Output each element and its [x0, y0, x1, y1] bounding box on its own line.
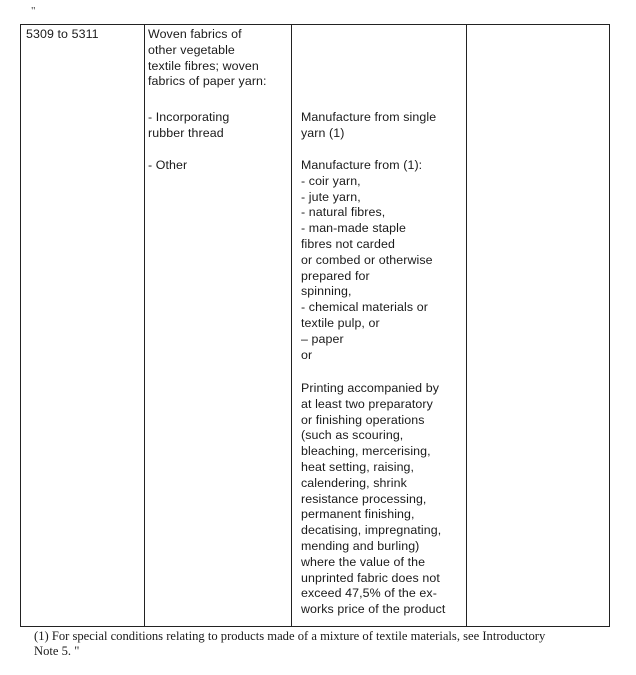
column-divider	[144, 25, 145, 626]
working-rule-cell: Manufacture from single yarn (1)	[301, 110, 437, 140]
working-rule-cell: Manufacture from (1): - coir yarn, - jute yarn, - natural fibres, - man-made staple fibres not carded or combed or otherwise prepared for spinning, - chemical materials or textile pulp, or – paper or	[301, 158, 433, 362]
opening-quote-mark: "	[31, 5, 36, 17]
rules-of-origin-table	[20, 24, 610, 627]
hs-heading-cell: 5309 to 5311	[26, 27, 99, 41]
column-divider	[291, 25, 292, 626]
product-description-cell: Woven fabrics of other vegetable textile fibres; woven fabrics of paper yarn:	[148, 27, 267, 89]
subheading-label: - Incorporating rubber thread	[148, 110, 230, 140]
column-divider	[466, 25, 467, 626]
subheading-label: - Other	[148, 158, 188, 172]
alternative-rule-cell: Printing accompanied by at least two preparatory or finishing operations (such as scouring, bleaching, mercerising, heat setting, raising, calendering, shrink resistance processing, permanent finishing, decatising, impregnating, mending and burling) where the value of the unprinted fabric does not exceed 47,5% of the ex- works price of the product	[301, 381, 446, 617]
footnote: (1) For special conditions relating to products made of a mixture of textile materials, see Introductory Note 5. "	[34, 629, 546, 658]
